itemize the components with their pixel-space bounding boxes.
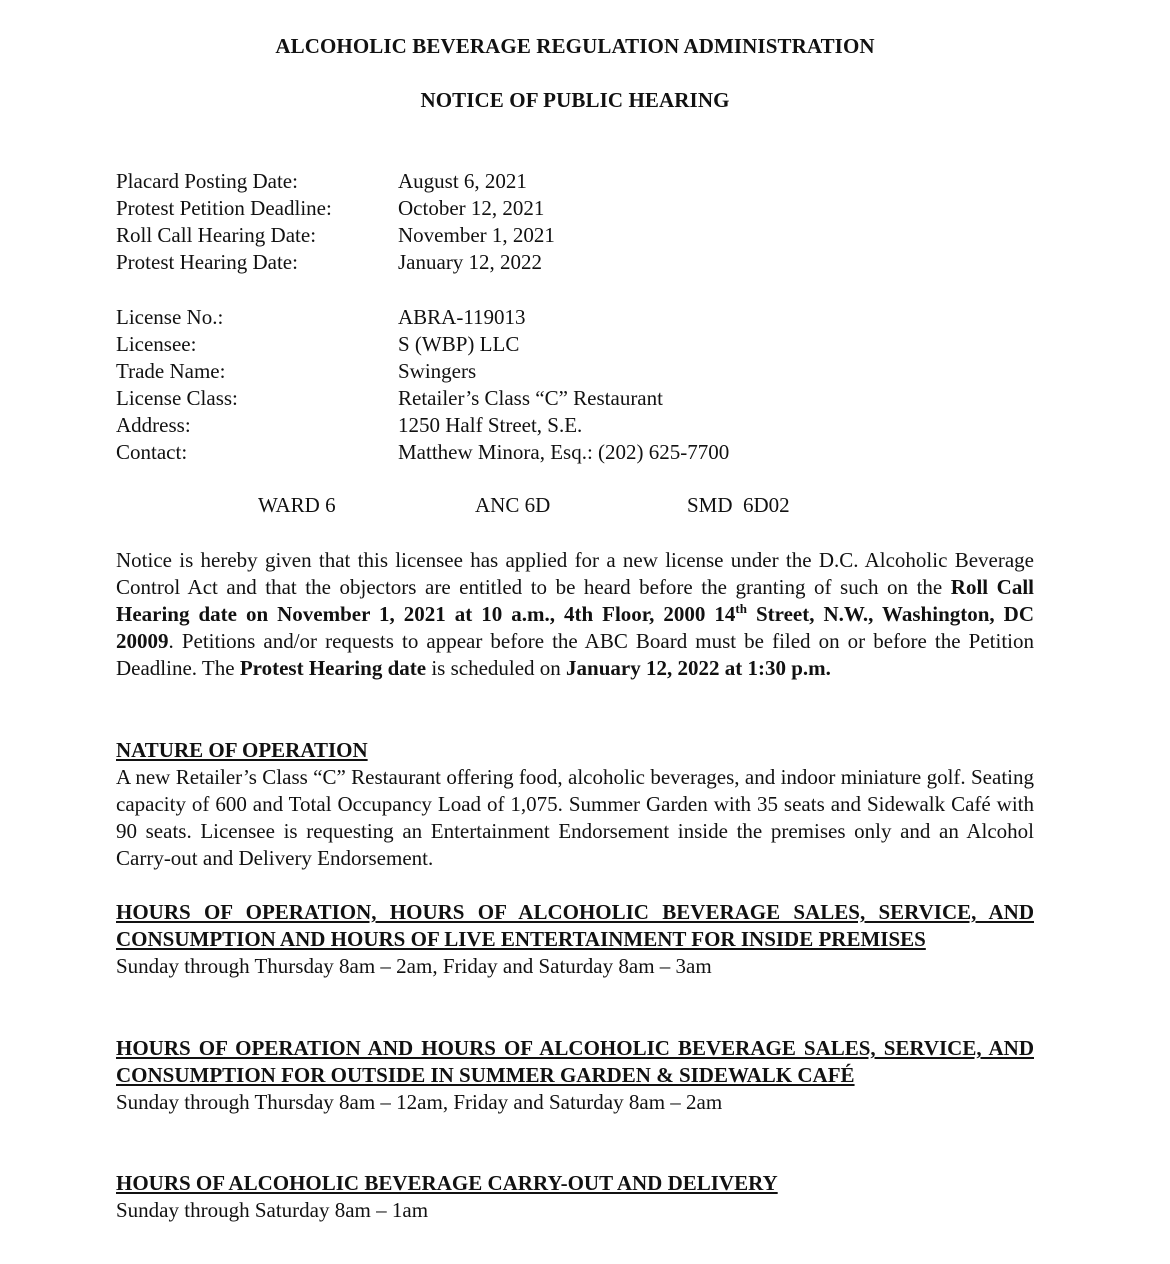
date-value: August 6, 2021 <box>398 169 527 193</box>
notice-text: is scheduled on <box>426 656 567 680</box>
license-label: Licensee: <box>116 332 197 356</box>
license-value: Retailer’s Class “C” Restaurant <box>398 386 663 410</box>
license-row <box>116 412 1034 439</box>
nature-heading: NATURE OF OPERATION <box>116 738 368 762</box>
dates-block <box>116 168 1034 276</box>
ward-label: WARD 6 <box>258 493 336 517</box>
date-value: October 12, 2021 <box>398 196 545 220</box>
license-value: Swingers <box>398 359 477 383</box>
ordinal-suffix: th <box>735 601 747 616</box>
roll-call-text: Roll Call Hearing date on November 1, 2021 at 10 a.m., 4th Floor, 2000 14 <box>116 575 1034 626</box>
license-row <box>116 358 1034 385</box>
hours-inside-heading: HOURS OF OPERATION, HOURS OF ALCOHOLIC BEVERAGE SALES, SERVICE, AND CONSUMPTION AND HOURS OF LIVE ENTERTAINMENT FOR INSIDE PREMISES <box>116 900 1034 951</box>
date-value: January 12, 2022 <box>398 250 543 274</box>
roll-call-address: Street, N.W., Washington, DC 20009 <box>116 602 1034 653</box>
anc-label: ANC 6D <box>475 493 551 517</box>
hours-carry-section <box>116 1170 1034 1224</box>
date-row <box>116 222 1034 249</box>
license-value: Matthew Minora, Esq.: (202) 625-7700 <box>398 440 730 464</box>
license-row <box>116 385 1034 412</box>
hours-outside-heading: HOURS OF OPERATION AND HOURS OF ALCOHOLIC BEVERAGE SALES, SERVICE, AND CONSUMPTION FOR OUTSIDE IN SUMMER GARDEN & SIDEWALK CAFÉ <box>116 1036 1034 1087</box>
license-row <box>116 304 1034 331</box>
hours-inside-text: Sunday through Thursday 8am – 2am, Friday and Saturday 8am – 3am <box>116 954 712 978</box>
date-value: November 1, 2021 <box>398 223 555 247</box>
license-label: Trade Name: <box>116 359 226 383</box>
protest-hearing-date: January 12, 2022 at 1:30 p.m. <box>566 656 831 680</box>
notice-paragraph <box>116 547 1034 682</box>
license-label: Address: <box>116 413 191 437</box>
hours-outside-section <box>116 1035 1034 1116</box>
nature-section <box>116 737 1034 872</box>
date-row <box>116 249 1034 276</box>
agency-title: ALCOHOLIC BEVERAGE REGULATION ADMINISTRATION <box>275 34 875 58</box>
hours-inside-section <box>116 899 1034 980</box>
license-value: ABRA-119013 <box>398 305 526 329</box>
license-value: 1250 Half Street, S.E. <box>398 413 583 437</box>
hours-outside-text: Sunday through Thursday 8am – 12am, Friday and Saturday 8am – 2am <box>116 1090 723 1114</box>
license-label: License No.: <box>116 305 224 329</box>
date-label: Placard Posting Date: <box>116 169 298 193</box>
hours-carry-heading: HOURS OF ALCOHOLIC BEVERAGE CARRY-OUT AND DELIVERY <box>116 1171 778 1195</box>
license-value: S (WBP) LLC <box>398 332 520 356</box>
district-row <box>116 493 1034 520</box>
date-row <box>116 168 1034 195</box>
notice-text: Notice is hereby given that this licensee has applied for a new license under the D.C. Alcoholic Beverage Control Act and that the objectors are entitled to be heard before the granting of such on the <box>116 548 1034 599</box>
license-label: License Class: <box>116 386 238 410</box>
smd-label: SMD 6D02 <box>687 493 790 517</box>
date-label: Protest Hearing Date: <box>116 250 298 274</box>
date-row <box>116 195 1034 222</box>
protest-hearing-label: Protest Hearing date <box>239 656 427 680</box>
date-label: Protest Petition Deadline: <box>116 196 332 220</box>
hours-carry-text: Sunday through Saturday 8am – 1am <box>116 1198 429 1222</box>
license-row <box>116 439 1034 466</box>
license-block <box>116 304 1034 466</box>
date-label: Roll Call Hearing Date: <box>116 223 317 247</box>
notice-text: . Petitions and/or requests to appear before the ABC Board must be filed on or before the Petition Deadline. The <box>116 629 1034 680</box>
license-row <box>116 331 1034 358</box>
notice-title: NOTICE OF PUBLIC HEARING <box>420 88 730 112</box>
license-label: Contact: <box>116 440 188 464</box>
nature-text: A new Retailer’s Class “C” Restaurant offering food, alcoholic beverages, and indoor miniature golf. Seating capacity of 600 and Total Occupancy Load of 1,075. Summer Garden with 35 seats and Sidewalk Café with 90 seats. Licensee is requesting an Entertainment Endorsement inside the premises only and an Alcohol Carry-out and Delivery Endorsement. <box>116 765 1034 870</box>
